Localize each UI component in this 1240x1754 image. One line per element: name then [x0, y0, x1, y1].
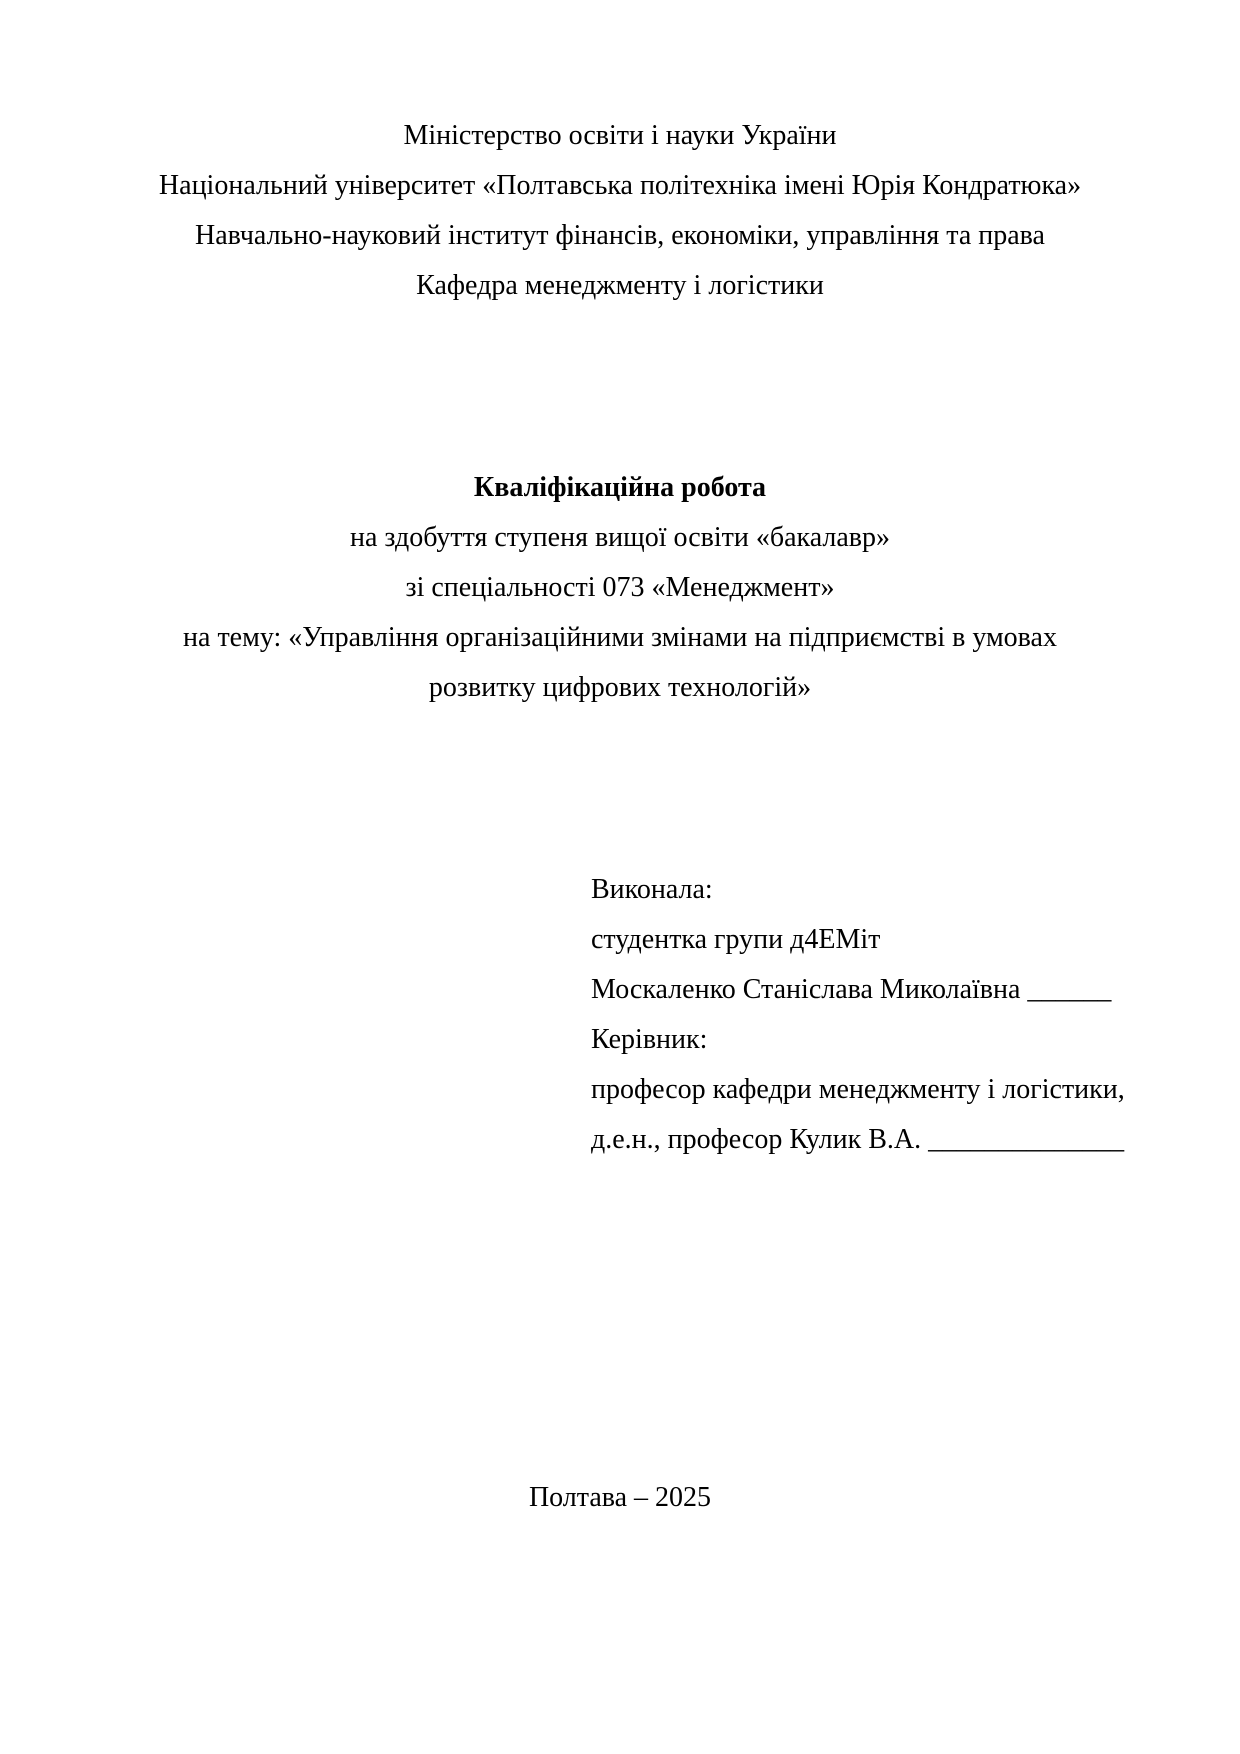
- student-group: студентка групи д4ЕМіт: [591, 924, 881, 955]
- topic-line-1: на тему: «Управління організаційними змінами на підприємстві в умовах: [183, 622, 1057, 653]
- department-line: Кафедра менеджменту і логістики: [416, 270, 824, 301]
- degree-line: на здобуття ступеня вищої освіти «бакалавр»: [350, 522, 890, 553]
- city-year: Полтава – 2025: [528, 1482, 712, 1513]
- supervisor-name-signature: д.е.н., професор Кулик В.А. ______________: [591, 1124, 1125, 1155]
- document-title: Кваліфікаційна робота: [473, 472, 767, 503]
- student-name-signature: Москаленко Станіслава Миколаївна ______: [591, 974, 1112, 1005]
- supervisor-position: професор кафедри менеджменту і логістики,: [591, 1074, 1125, 1105]
- institute-line: Навчально-науковий інститут фінансів, економіки, управління та права: [195, 220, 1045, 251]
- supervisor-label: Керівник:: [591, 1024, 708, 1055]
- university-line: Національний університет «Полтавська політехніка імені Юрія Кондратюка»: [158, 170, 1082, 201]
- specialty-line: зі спеціальності 073 «Менеджмент»: [405, 572, 835, 603]
- ministry-line: Міністерство освіти і науки України: [403, 120, 837, 151]
- performed-label: Виконала:: [591, 874, 713, 905]
- topic-line-2: розвитку цифрових технологій»: [428, 672, 812, 703]
